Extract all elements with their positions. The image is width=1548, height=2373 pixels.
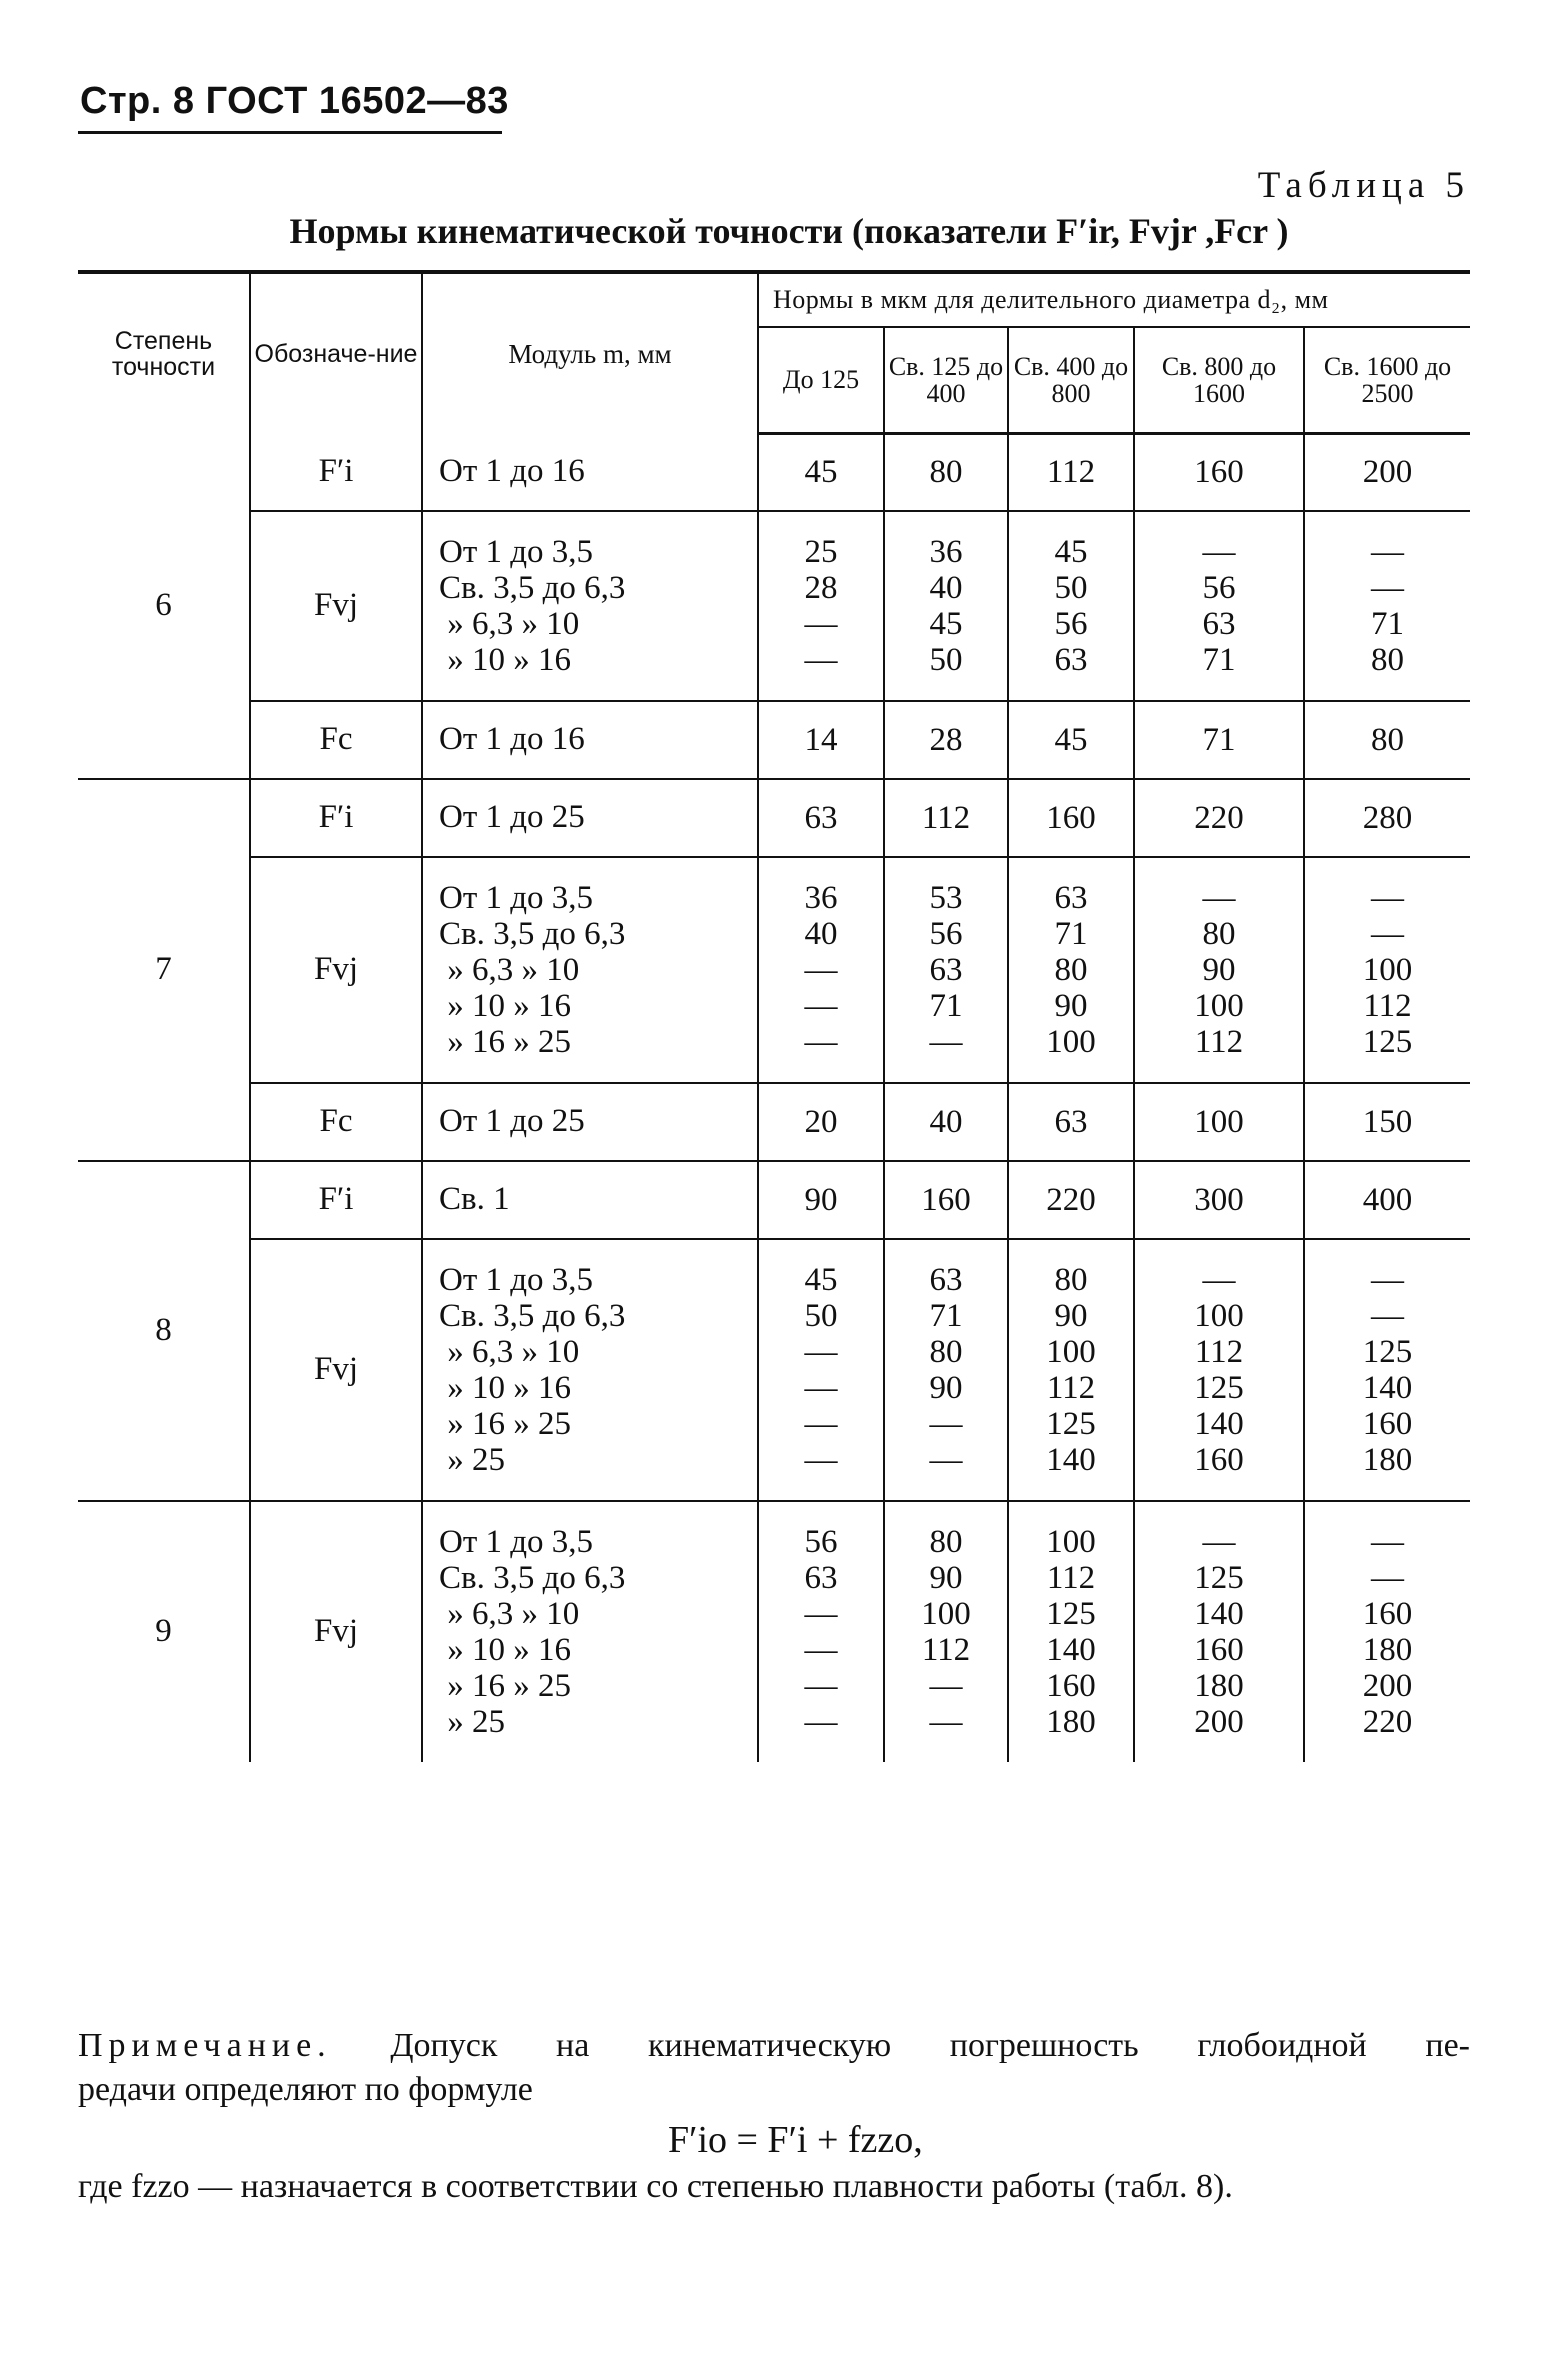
module-cell <box>422 434 758 511</box>
value: 150 <box>1362 1103 1413 1140</box>
module-cell <box>422 701 758 779</box>
module-line: Св. 3,5 до 6,3 <box>439 569 626 606</box>
value-cell <box>1134 434 1304 511</box>
value: 112 <box>1046 1369 1096 1406</box>
value: 45 <box>929 605 963 642</box>
value: 220 <box>1194 799 1244 836</box>
value: — <box>1371 1297 1404 1334</box>
value: 90 <box>1054 1297 1088 1334</box>
table-row <box>78 779 1470 857</box>
value: 56 <box>1202 569 1236 606</box>
module-line: » 6,3 » 10 <box>439 1333 580 1370</box>
module-line: От 1 до 16 <box>439 453 585 489</box>
value: 90 <box>1054 987 1088 1024</box>
norms-table-wrapper <box>78 270 1470 1762</box>
value: 45 <box>1054 721 1088 758</box>
module-line: » 6,3 » 10 <box>439 1595 580 1632</box>
value: 53 <box>929 879 963 916</box>
value: 80 <box>929 1523 963 1560</box>
value: 80 <box>1054 951 1088 988</box>
header-range-2: Св. 125 до 400 <box>884 327 1008 434</box>
module-cell <box>422 857 758 1083</box>
value: — <box>804 1369 838 1406</box>
value: 140 <box>1362 1369 1413 1406</box>
value-cell <box>1304 701 1470 779</box>
value: 400 <box>1362 1181 1413 1218</box>
value: 180 <box>1362 1441 1413 1478</box>
value-cell <box>758 511 884 701</box>
value: 125 <box>1046 1405 1096 1442</box>
module-line: Св. 3,5 до 6,3 <box>439 915 626 952</box>
table-row <box>78 1501 1470 1762</box>
value: 112 <box>921 799 971 836</box>
value: 220 <box>1046 1181 1096 1218</box>
value: — <box>804 987 838 1024</box>
designation-cell: Fvj <box>250 857 422 1083</box>
value: 40 <box>929 569 963 606</box>
value-cell <box>884 1083 1008 1161</box>
value: 180 <box>1194 1667 1244 1704</box>
value: 50 <box>929 641 963 678</box>
value: — <box>1202 879 1236 916</box>
value: — <box>804 605 838 642</box>
value-cell <box>1304 1083 1470 1161</box>
table-body <box>78 434 1470 1762</box>
value: — <box>929 1667 963 1704</box>
value-cell <box>758 434 884 511</box>
module-line: » 6,3 » 10 <box>439 605 580 642</box>
module-cell <box>422 1501 758 1762</box>
value: 71 <box>929 987 963 1024</box>
value: 200 <box>1362 454 1413 491</box>
header-degree: Степень точности <box>78 272 250 434</box>
value: 63 <box>1054 1103 1088 1140</box>
norms-table <box>78 270 1470 1762</box>
value-cell <box>758 1083 884 1161</box>
value: 220 <box>1362 1703 1413 1740</box>
value-cell <box>1134 1239 1304 1501</box>
value: — <box>804 1333 838 1370</box>
module-line: » 10 » 16 <box>439 987 571 1024</box>
table-title: Нормы кинематической точности (показатели F′ir, Fvjr ,Fcr ) <box>289 211 1289 251</box>
value: 125 <box>1362 1023 1413 1060</box>
value: 160 <box>1194 454 1244 491</box>
value: 80 <box>929 1333 963 1370</box>
value: 63 <box>929 1261 963 1298</box>
value: — <box>1371 1261 1404 1298</box>
value: 50 <box>1054 569 1088 606</box>
module-line: » 10 » 16 <box>439 641 571 678</box>
value: 100 <box>1194 1297 1244 1334</box>
value: 71 <box>1202 721 1236 758</box>
value: 56 <box>1054 605 1088 642</box>
value: — <box>929 1441 963 1478</box>
value: 100 <box>1046 1023 1096 1060</box>
module-line: Св. 3,5 до 6,3 <box>439 1297 626 1334</box>
value-cell <box>1008 434 1134 511</box>
value: 71 <box>1054 915 1088 952</box>
value-cell <box>1134 1501 1304 1762</box>
value-cell <box>1008 1239 1134 1501</box>
designation-cell: Fvj <box>250 1501 422 1762</box>
value-cell <box>884 1161 1008 1239</box>
designation-cell: Fc <box>250 701 422 779</box>
value: — <box>1371 569 1404 606</box>
value-cell <box>758 779 884 857</box>
note-text-1: Допуск на кинематическую погрешность глобоидной пе- <box>390 2027 1470 2064</box>
running-head-rule <box>78 131 502 134</box>
value-cell <box>1304 779 1470 857</box>
module-line: » 16 » 25 <box>439 1667 571 1704</box>
value: 160 <box>921 1181 971 1218</box>
value: — <box>1371 1523 1404 1560</box>
module-cell <box>422 511 758 701</box>
header-range-3: Св. 400 до 800 <box>1008 327 1134 434</box>
module-line: » 25 <box>439 1441 505 1478</box>
value: — <box>1202 1261 1236 1298</box>
value: 63 <box>929 951 963 988</box>
value: 80 <box>1202 915 1236 952</box>
value-cell <box>884 434 1008 511</box>
value: 71 <box>929 1297 963 1334</box>
value-cell <box>1008 1501 1134 1762</box>
designation-cell: F′i <box>250 434 422 511</box>
module-line: » 10 » 16 <box>439 1631 571 1668</box>
value: 28 <box>804 569 838 606</box>
value: 28 <box>929 721 963 758</box>
value: 100 <box>1046 1333 1096 1370</box>
table-row <box>78 511 1470 701</box>
value: 280 <box>1362 799 1413 836</box>
module-line: » 16 » 25 <box>439 1405 571 1442</box>
value-cell <box>1134 1083 1304 1161</box>
module-line: От 1 до 25 <box>439 799 585 835</box>
value-cell <box>884 779 1008 857</box>
value: 80 <box>1054 1261 1088 1298</box>
value: — <box>1371 879 1404 916</box>
module-line: » 25 <box>439 1703 505 1740</box>
value-cell <box>1134 1161 1304 1239</box>
designation-cell: F′i <box>250 1161 422 1239</box>
designation-cell: Fc <box>250 1083 422 1161</box>
value: 14 <box>804 721 838 758</box>
value-cell <box>758 1239 884 1501</box>
header-diameter-group: Нормы в мкм для делительного диаметра d₂, мм <box>758 272 1470 327</box>
value: 63 <box>1054 641 1088 678</box>
value: 180 <box>1046 1703 1096 1740</box>
value-cell <box>1134 511 1304 701</box>
value-cell <box>1008 701 1134 779</box>
value: — <box>804 1595 838 1632</box>
degree-cell: 9 <box>78 1501 250 1762</box>
value: 63 <box>804 799 838 836</box>
value: — <box>1371 533 1404 570</box>
value: 100 <box>921 1595 971 1632</box>
module-line: От 1 до 3,5 <box>439 533 594 570</box>
value: 63 <box>1054 879 1088 916</box>
value: — <box>929 1405 963 1442</box>
value-cell <box>884 1239 1008 1501</box>
value: — <box>804 641 838 678</box>
module-line: От 1 до 25 <box>439 1103 585 1139</box>
value: 45 <box>1054 533 1088 570</box>
value: 90 <box>1202 951 1236 988</box>
value: 112 <box>1194 1023 1244 1060</box>
value: 80 <box>1371 721 1404 758</box>
value: 200 <box>1362 1667 1413 1704</box>
value-cell <box>1304 1501 1470 1762</box>
value: 112 <box>1046 454 1096 491</box>
value-cell <box>758 1501 884 1762</box>
designation-cell: F′i <box>250 779 422 857</box>
value: 112 <box>1194 1333 1244 1370</box>
value: 100 <box>1362 951 1413 988</box>
degree-cell: 8 <box>78 1161 250 1501</box>
value: 63 <box>1202 605 1236 642</box>
header-range-1: До 125 <box>758 327 884 434</box>
value-cell <box>1134 857 1304 1083</box>
value: 160 <box>1362 1405 1413 1442</box>
value-cell <box>884 1501 1008 1762</box>
value: 36 <box>804 879 838 916</box>
value-cell <box>1134 779 1304 857</box>
table-row <box>78 701 1470 779</box>
table-row <box>78 1239 1470 1501</box>
value: 56 <box>804 1523 838 1560</box>
value: — <box>1371 1559 1404 1596</box>
value-cell <box>758 701 884 779</box>
value: 300 <box>1194 1181 1244 1218</box>
value-cell <box>1008 857 1134 1083</box>
running-head: Стр. 8 ГОСТ 16502—83 <box>80 80 509 122</box>
module-line: » 6,3 » 10 <box>439 951 580 988</box>
value: 36 <box>929 533 963 570</box>
value-cell <box>884 701 1008 779</box>
value: 112 <box>1046 1559 1096 1596</box>
value: 71 <box>1371 605 1404 642</box>
module-line: От 1 до 3,5 <box>439 1261 594 1298</box>
note-where: где fzzo — назначается в соответствии со степенью плавности работы (табл. 8). <box>78 2168 1233 2205</box>
value-cell <box>1008 1161 1134 1239</box>
value: 100 <box>1194 987 1244 1024</box>
value: — <box>1371 915 1404 952</box>
value: — <box>804 1667 838 1704</box>
value: — <box>804 1405 838 1442</box>
value: — <box>804 1703 838 1740</box>
value-cell <box>1304 1239 1470 1501</box>
module-line: От 1 до 16 <box>439 721 585 757</box>
table-number: Таблица 5 <box>1257 165 1470 206</box>
value: 25 <box>804 533 838 570</box>
value: 200 <box>1194 1703 1244 1740</box>
value: 80 <box>929 454 963 491</box>
module-line: » 16 » 25 <box>439 1023 571 1060</box>
module-cell <box>422 1161 758 1239</box>
value: 160 <box>1046 1667 1096 1704</box>
value: 20 <box>804 1103 838 1140</box>
value: 140 <box>1046 1631 1096 1668</box>
value: 63 <box>804 1559 838 1596</box>
value: 71 <box>1202 641 1236 678</box>
value: 45 <box>804 1261 838 1298</box>
value: — <box>1202 533 1236 570</box>
module-line: Св. 1 <box>439 1181 510 1217</box>
value: 160 <box>1362 1595 1413 1632</box>
table-row <box>78 434 1470 511</box>
value-cell <box>758 1161 884 1239</box>
value: — <box>1202 1523 1236 1560</box>
note-label: Примечание. <box>78 2027 332 2064</box>
header-range-4: Св. 800 до 1600 <box>1134 327 1304 434</box>
table-row <box>78 1161 1470 1239</box>
designation-cell: Fvj <box>250 511 422 701</box>
note-line-2: редачи определяют по формуле <box>78 2071 533 2108</box>
designation-cell: Fvj <box>250 1239 422 1501</box>
value: 50 <box>804 1297 838 1334</box>
value-cell <box>1008 1083 1134 1161</box>
value: 100 <box>1046 1523 1096 1560</box>
value-cell <box>1304 434 1470 511</box>
module-cell <box>422 1239 758 1501</box>
value: 125 <box>1362 1333 1413 1370</box>
value-cell <box>1008 779 1134 857</box>
value: 90 <box>929 1369 963 1406</box>
value: 80 <box>1371 641 1404 678</box>
value: — <box>804 1631 838 1668</box>
table-row <box>78 857 1470 1083</box>
value: 125 <box>1194 1369 1244 1406</box>
value-cell <box>758 857 884 1083</box>
note-line-1 <box>78 2024 1470 2068</box>
header-range-5: Св. 1600 до 2500 <box>1304 327 1470 434</box>
module-cell <box>422 1083 758 1161</box>
module-line: Св. 3,5 до 6,3 <box>439 1559 626 1596</box>
value-cell <box>1134 701 1304 779</box>
value: 40 <box>929 1103 963 1140</box>
value: — <box>804 951 838 988</box>
value: — <box>929 1023 963 1060</box>
value-cell <box>1304 511 1470 701</box>
module-line: От 1 до 3,5 <box>439 1523 594 1560</box>
value: — <box>929 1703 963 1740</box>
value: 160 <box>1194 1441 1244 1478</box>
value-cell <box>1304 1161 1470 1239</box>
value: 90 <box>804 1181 838 1218</box>
value: 160 <box>1046 799 1096 836</box>
degree-cell: 6 <box>78 434 250 779</box>
header-designation: Обозначе-ние <box>250 272 422 434</box>
value: 56 <box>929 915 963 952</box>
module-line: От 1 до 3,5 <box>439 879 594 916</box>
value: 112 <box>921 1631 971 1668</box>
header-module: Модуль m, мм <box>422 272 758 434</box>
value: 140 <box>1194 1405 1244 1442</box>
value: 100 <box>1194 1103 1244 1140</box>
value: 90 <box>929 1559 963 1596</box>
value-cell <box>884 857 1008 1083</box>
value: 112 <box>1363 987 1412 1024</box>
table-row <box>78 1083 1470 1161</box>
value: — <box>804 1023 838 1060</box>
value: 45 <box>804 454 838 491</box>
value: 160 <box>1194 1631 1244 1668</box>
value: 140 <box>1046 1441 1096 1478</box>
value: — <box>804 1441 838 1478</box>
value: 180 <box>1362 1631 1413 1668</box>
value: 40 <box>804 915 838 952</box>
value: 125 <box>1046 1595 1096 1632</box>
note-formula: F′io = F′i + fzzo, <box>668 2119 923 2161</box>
value-cell <box>1304 857 1470 1083</box>
value-cell <box>884 511 1008 701</box>
module-line: » 10 » 16 <box>439 1369 571 1406</box>
value: 140 <box>1194 1595 1244 1632</box>
value: 125 <box>1194 1559 1244 1596</box>
module-cell <box>422 779 758 857</box>
value-cell <box>1008 511 1134 701</box>
degree-cell: 7 <box>78 779 250 1161</box>
